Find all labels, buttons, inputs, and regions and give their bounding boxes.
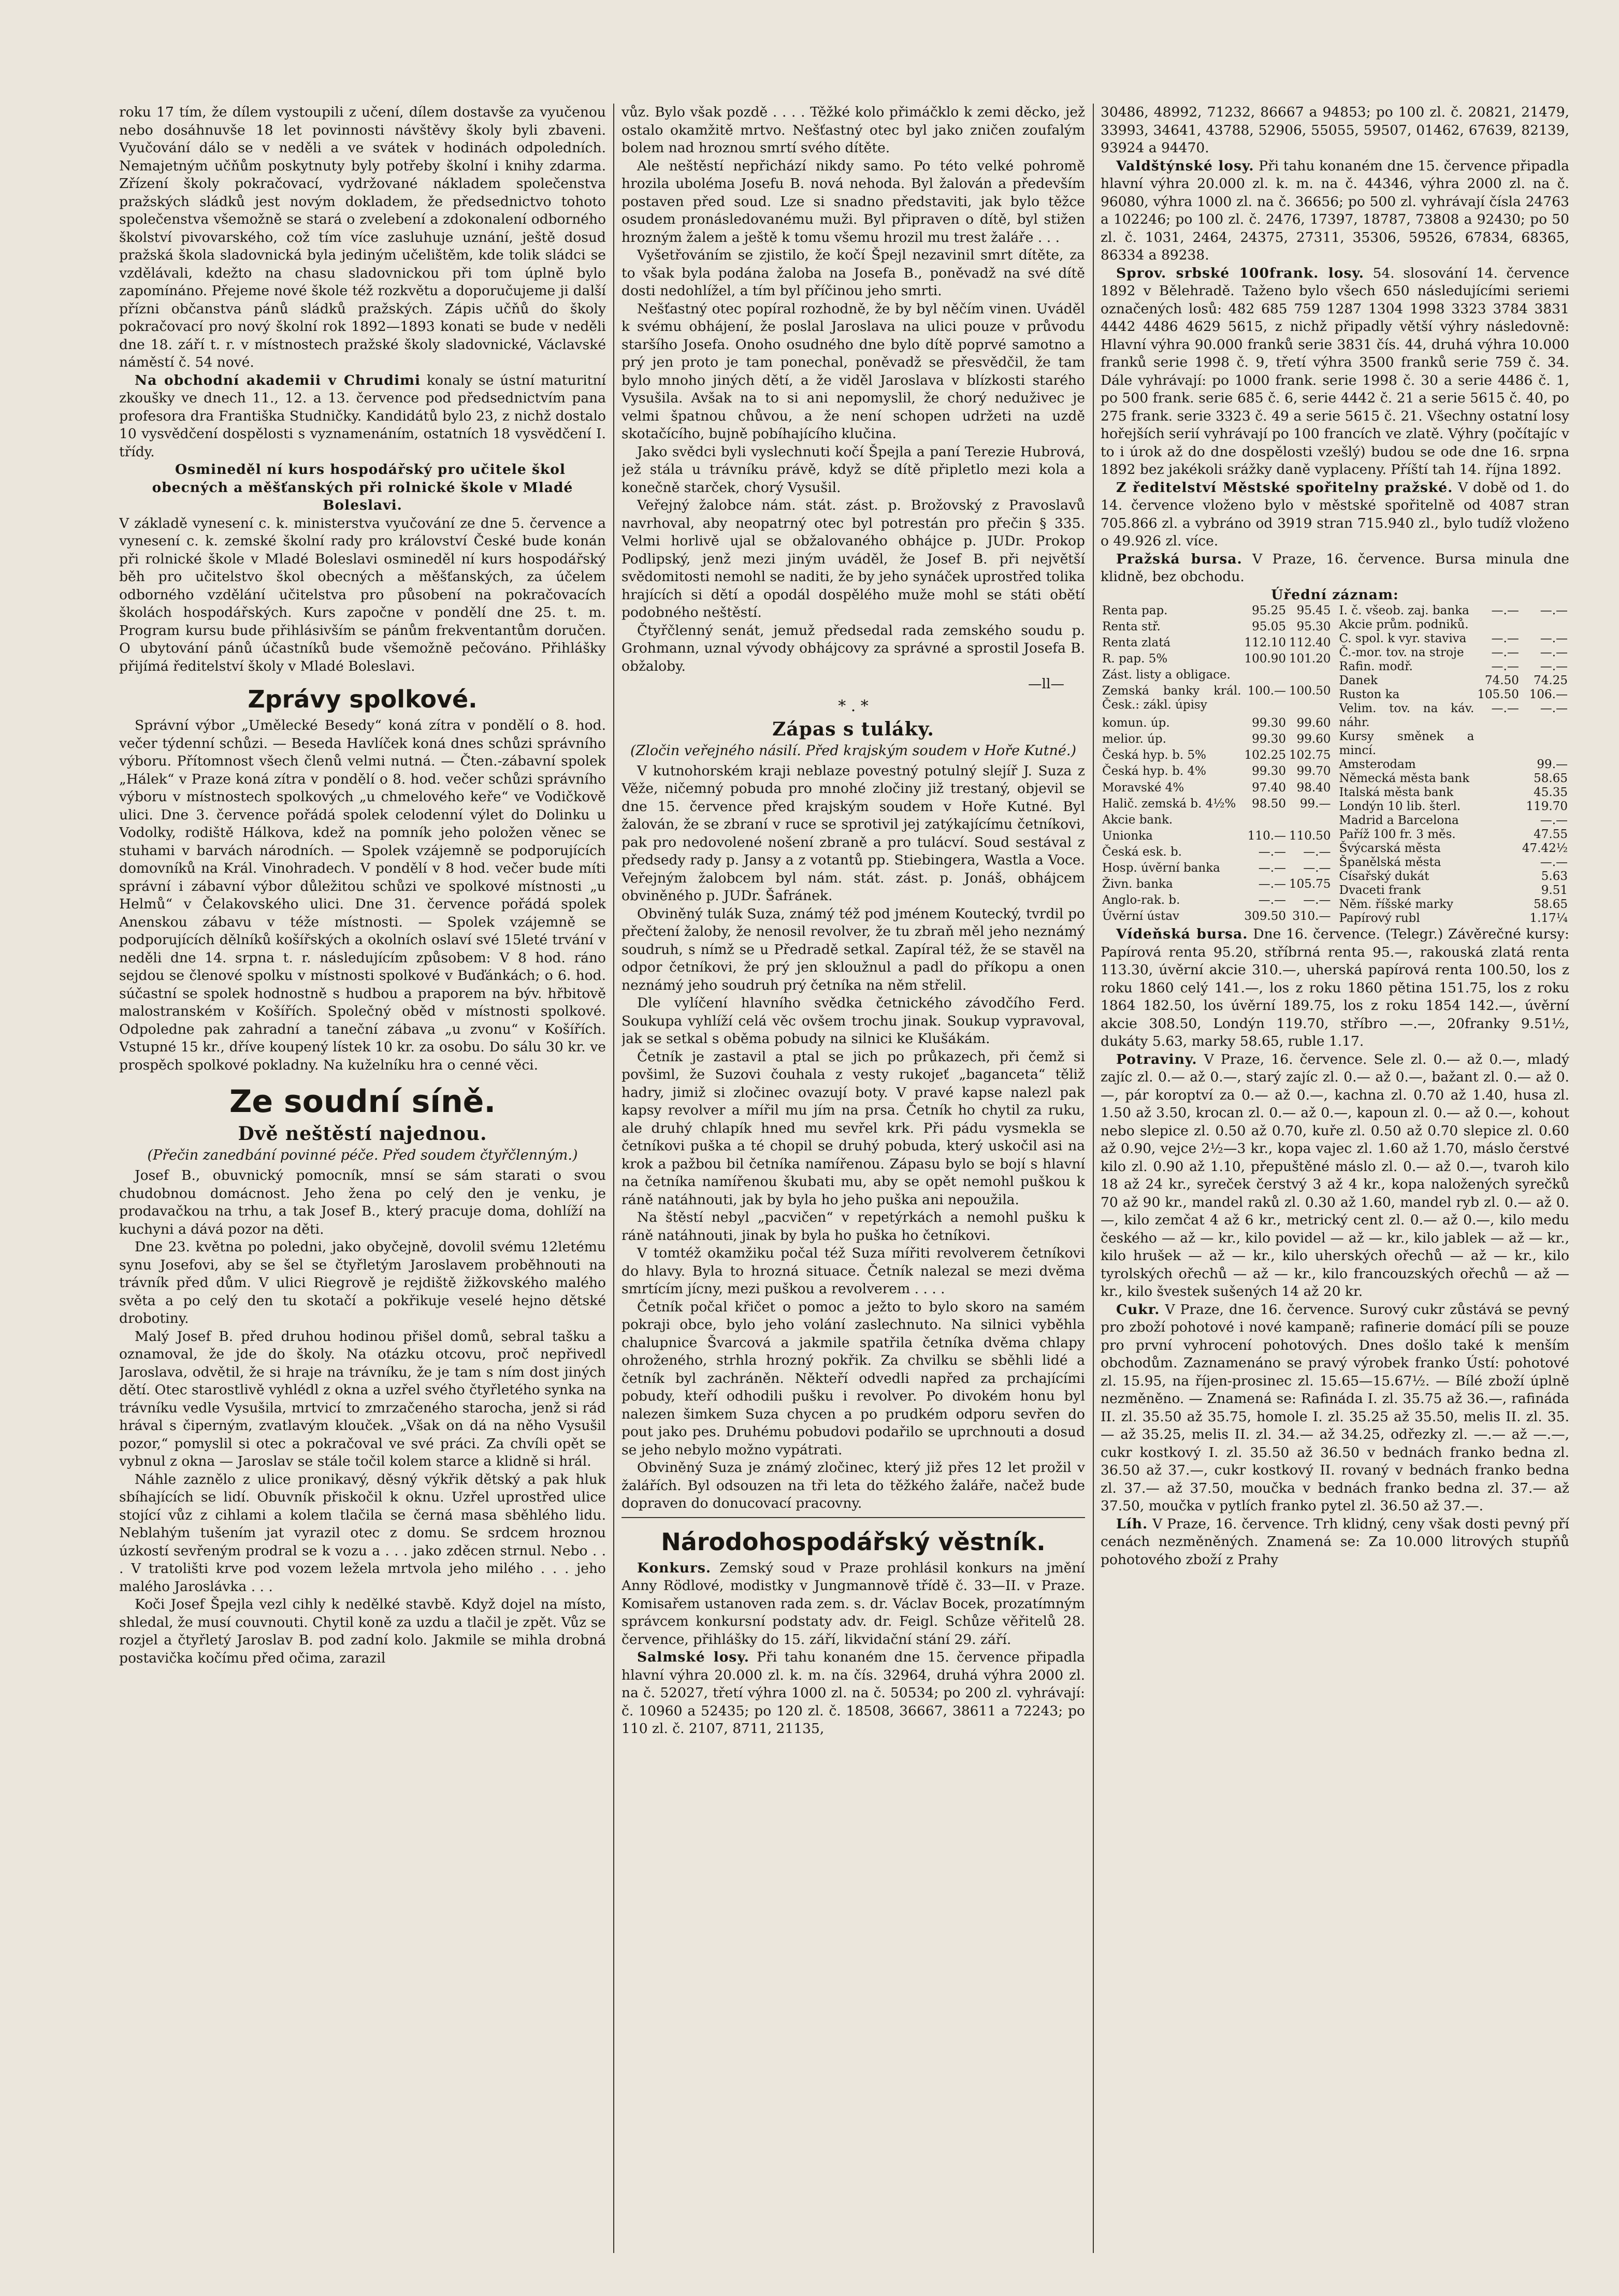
bourse-row: [1338, 674, 1570, 688]
bourse-value: 95.05: [1252, 620, 1286, 634]
bourse-item-name: Německá města bank: [1339, 772, 1470, 785]
section-title-soud: Ze soudní síně.: [229, 1084, 496, 1120]
bourse-item-name: Unionka: [1102, 829, 1153, 843]
bourse-item-name: Rafin. modř.: [1339, 660, 1413, 673]
article-subheadline: (Zločin veřejného násilí. Před krajským soudem v Hoře Kutné.): [630, 742, 1077, 759]
article-text: Dle vylíčení hlavního svědka četnického závodčího Ferd. Soukupa vyhlíží celá věc ovšem trochu jinak. Soukup vypravoval, jak se setkal s oběma pobudy na silnici ke Klušákám.: [621, 995, 1085, 1047]
bourse-value: 309.50: [1244, 909, 1286, 923]
bourse-row: [1101, 861, 1333, 877]
bourse-value: 45.35: [1534, 786, 1568, 799]
article-text: Náhle zaznělo z ulice pronikavý, děsný výkřik dětský a pak hluk sbíhajících se lidí. Obuvník přiskočil k oknu. Uzřel uprostřed ulice stojící vůz z cihlami a kolem tlačila se černá masa sběhlého lidu. Neblahým tušením jat vyrazil otec z domu. Se srdcem hroznou úzkostí sevřeným prodral se k vozu a . . . jako zděcen strnul. Nebo . . . V tratolišti krve pod vozem ležela mrtvola jeho milého . . . jeho malého Jaroslávka . . .: [119, 1471, 606, 1595]
bourse-value: [1476, 730, 1520, 758]
bourse-row: [1101, 636, 1333, 652]
bourse-value: 105.50: [1477, 688, 1519, 701]
bourse-item-name: Hosp. úvěrní banka: [1102, 861, 1220, 875]
section-divider: [621, 1517, 1085, 1518]
item-body: Zemský soud v Praze prohlásil konkurs na jmění Anny Rödlové, modistky v Jungmannově třídě č. 33—II. v Praze. Komisařem ustanoven rada zem. s. dr. Václav Bocek, prozatímným správcem konkursní podstaty adv. dr. Feigl. Schůze věřitelů 28. července, přihlášky do 15. září, likvidační stání 29. září.: [621, 1559, 1085, 1648]
bourse-row: [1338, 688, 1570, 702]
bourse-item-name: Císařský dukát: [1339, 870, 1429, 883]
bourse-value: 74.25: [1534, 674, 1568, 687]
item-lead: Na obchodní akademii v Chrudimi: [135, 372, 421, 388]
bourse-value: [1476, 884, 1520, 898]
article-text: V kutnohorském kraji neblaze povestný potulný slejíř J. Suza z Věže, ničemný pobuda pro mnohé zločiny již trestaný, objevil se dne 15. července před krajským soudem v Hoře Kutné. Byl žalován, že se zbraní v ruce se sprotivil jej zatýkajícímu četníkovi, pak pro nedovolené nošení zbraně a pro tulácví. Soud sestával z předsedy rady p. Jansy a z votantů pp. Stiebingera, Wastla a Voce. Veřejným žalobcem byl nám. stát. zást. p. Jonáš, obhájcem obviněného p. JUDr. Šafránek.: [621, 762, 1085, 904]
bourse-value: 99.30: [1252, 716, 1286, 730]
news-item: [1101, 1301, 1569, 1515]
bourse-row: [1338, 786, 1570, 800]
column-3: [1101, 104, 1569, 2253]
bourse-item-name: Kursy směnek a mincí.: [1339, 730, 1475, 757]
bourse-value: 99.70: [1296, 764, 1331, 778]
article-text: Obviněný tulák Suza, známý též pod jménem Koutecký, tvrdil po přečtení žaloby, že nenosil revolver, že tu zbraň měl jeho neznámý soudruh, s nímž se u Předradě setkal. Zapíral též, že se stavěl na odpor četníkovi, že prý jen skloužnul a padl do příkopu a onen neznámý jeho soudruh prý četníka na něm střelil.: [621, 905, 1085, 993]
bourse-row: [1101, 764, 1333, 781]
bourse-value: —.—: [1540, 646, 1568, 659]
column-rule: [1093, 104, 1094, 2253]
bourse-value: —.—: [1491, 646, 1519, 659]
bourse-value: —.—: [1491, 660, 1519, 673]
bourse-value: [1476, 870, 1520, 884]
bourse-row: [1101, 732, 1333, 748]
bourse-row: [1338, 604, 1570, 618]
item-lead: Líh.: [1116, 1515, 1148, 1532]
bourse-value: 74.50: [1485, 674, 1519, 687]
bourse-row: [1338, 884, 1570, 898]
bourse-row: [1101, 748, 1333, 764]
news-item: [1101, 479, 1569, 551]
item-body: konaly se ústní maturitní zkoušky ve dnech 11., 12. a 13. července pod předsednictvím pana profesora dra Františka Studničky. Kandidátů bylo 23, z nichž dostalo 10 vysvědčení dospělosti s vyznamenáním, ostatních 18 vysvědčení I. třídy.: [119, 372, 606, 460]
bourse-table-title: Úřední záznam:: [1271, 586, 1399, 603]
bourse-item-name: Madrid a Barcelona: [1339, 814, 1459, 827]
bourse-value: 310.—: [1292, 909, 1331, 923]
bourse-value: —.—: [1258, 877, 1286, 891]
bourse-item-name: Zemská banky král. Česk.: zákl. úpisy: [1102, 684, 1241, 712]
bourse-value: [1243, 668, 1288, 684]
bourse-table-left: [1101, 604, 1333, 926]
article-subheadline: (Přečin zanedbání povinné péče. Před soudem čtyřčlenným.): [147, 1147, 578, 1163]
bourse-value: —.—: [1540, 702, 1568, 715]
bourse-value: —.—: [1258, 845, 1286, 859]
item-body: Při tahu konaném dne 15. července připadla hlavní výhra 20.000 zl. k. m. na č. 44346, výhra 2000 zl. na č. 96080, výhra 1000 zl. na č. 36656; po 500 zl. vyhrávají čísla 24763 a 102246; po 100 zl. č. 2476, 17397, 18787, 73808 a 92430; po 50 zl. č. 1031, 2464, 24375, 27311, 35306, 59526, 67834, 68365, 86334 a 89238.: [1101, 157, 1569, 263]
bourse-value: 95.30: [1296, 620, 1331, 634]
item-lead: Pražská bursa.: [1116, 551, 1242, 567]
bourse-value: [1476, 828, 1520, 842]
bourse-value: 110.50: [1289, 829, 1331, 843]
bourse-item-name: Česká hyp. b. 4%: [1102, 764, 1206, 778]
bourse-item-name: melior. úp.: [1102, 732, 1166, 746]
bourse-item-name: Česká esk. b.: [1102, 845, 1182, 859]
article-text: Čtyřčlenný senát, jemuž předsedal rada zemského soudu p. Grohmann, uznal vývody obhájcovy za správné a sprostil Josefa B. obžaloby.: [621, 622, 1085, 674]
bourse-row: [1101, 797, 1333, 813]
bourse-value: [1476, 814, 1520, 828]
bourse-row: [1338, 814, 1570, 828]
article-headline: Dvě neštěstí najednou.: [238, 1123, 487, 1145]
column-1: [119, 104, 606, 2253]
column-rule: [613, 104, 614, 2253]
bourse-value: —.—: [1258, 861, 1286, 875]
bourse-value: 99.30: [1252, 764, 1286, 778]
article-text: Četník je zastavil a ptal se jich po průkazech, při čemž si povšiml, že Suzovi čouhala z vesty rukojeť „baganceta“ těliž hadry, jimiž si zločinec ovazují boty. V pravé kapse nalezl pak kapsy revolver a mířil mu jím na prsa. Četník ho chytil za ruku, ale druhý chlapík hned mu sevřel krk. Při pádu vysmekla se četníkovi puška a té chopil se druhý pobuda, který uskočil asi na krok a pažbou bil četníka namířenou. Zápasu bylo se bojí s hlavní na četníka namířenou škubati mu, aby se opět nemohl puškou k ráně natáhnouti, jak by byla ho jeho puška ani nepoužila.: [621, 1048, 1085, 1208]
bourse-row: [1338, 758, 1570, 772]
item-lead: Z ředitelství Městské spořitelny pražské.: [1116, 479, 1453, 496]
article-text: Správní výbor „Umělecké Besedy“ koná zítra v pondělí o 8. hod. večer týdenní schůzi. — Beseda Havlíček koná dnes schůzi správního výboru. Přítomnost všech členů velmi nutná. — Čten.-zábavní spolek „Hálek“ v Praze koná zítra v pondělí o 8. hod. večer schůzi správního výboru v místnostech spolkových „u chmelového keře“ ve Vodičkově ulici. Dne 3. července pořádá spolek celodenní výlet do Dolinku u Vodolky, rodiště Hálkova, kdež na pomník jeho položen věnec se stuhami v barvách národních. — Spolek vzájemně se podporujících domovníků na Král. Vinohradech. V pondělí v 8 hod. večer bude míti správní i zábavní výbor důležitou schůzi ve spolkové místnosti „u Helmů“ v Čelakovského ulici. Dne 31. července pořádá spolek Anenskou zábavu v téže místnosti. — Spolek vzájemně se podporujících dělníků košířských a okolních oslaví své 15leté trvání v neděli dne 14. srpna t. r. následujícím způsobem: V 8 hod. ráno sejdou se členové spolku v místnosti spolkové v Buďánkách; o 6. hod. súčastní se spolek hodnostně s hudbou a praporem na býv. hřbitově malostranském v Košířích. Společný oběd v místnosti spolkové. Odpoledne pak zahradní a taneční zábava „u zvonu“ v Košířích. Vstupné 15 kr., dříve koupený lístek 10 kr. za osobu. Do sálu 30 kr. ve prospěch spolkové pokladny. Na kuželníku hra o cenné věci.: [119, 717, 606, 1073]
bourse-row: [1338, 618, 1570, 632]
bourse-item-name: Anglo-rak. b.: [1102, 893, 1180, 907]
article-text: Ale neštěstí nepřichází nikdy samo. Po této velké pohromě hrozila uboléma Josefu B. nová nehoda. Byl žalován a především postaven před soud. Lze si snadno představiti, jak bylo těžce osudem pronásledovanému muži. Byl připraven o dítě, byl stižen hrozným žalem a ještě k tomu všemu hrozil mu trest žaláře . . .: [621, 157, 1085, 246]
item-lead: Vídeňská bursa.: [1116, 926, 1248, 942]
article-text: Dne 23. května po poledni, jako obyčejně, dovolil svému 12letému synu Josefovi, aby se šel se čtyřletým Jaroslavem proběhnouti na trávník před dům. V ulici Riegrově je rejdiště žižkovského malého světa a po celý den tu skotačí a pokřikuje veselé hejno dětské drobotiny.: [119, 1239, 606, 1326]
article-text: Malý Josef B. před druhou hodinou přišel domů, sebral tašku a oznamoval, že jde do školy. Na otázku otcovu, proč nepřivedl Jaroslava, odvětil, že si hraje na trávníku, že je tam s ním dost jiných dětí. Otec starostlivě vyhlédl z okna a uzřel svého čtyřletého synka na trávníku vedle Vysušila, mrtvicí to zmrzačeného starocha, jenž si rád hrával s čiperným, zvatlavým klouček. „Však on dá na něho Vysušil pozor,“ pomyslil si otec a pokračoval ve své práci. Za chvíli opět se vybnul z okna — Jaroslav se stále točil kolem starce a klidně si hrál.: [119, 1328, 606, 1469]
bourse-item-name: Něm. říšské marky: [1339, 898, 1453, 911]
bourse-value: 47.42½: [1522, 842, 1568, 855]
bourse-row: [1101, 684, 1333, 716]
news-item: [1101, 926, 1569, 1051]
bourse-value: [1476, 758, 1520, 772]
bourse-value: —.—: [1303, 861, 1331, 875]
item-headline: Osmineděl ní kurs hospodářský pro učitele škol obecných a měšťanských při rolnické škole v Mladé Boleslavi.: [152, 461, 573, 513]
article-text: Obviněný Suza je známý zločinec, který již přes 12 let prožil v žalářích. Byl odsouzen na tři leta do těžkého žaláře, načež bude dopraven do donucovací pracovny.: [621, 1460, 1085, 1511]
item-lead: Cukr.: [1116, 1301, 1160, 1318]
bourse-item-name: R. pap. 5%: [1102, 652, 1168, 666]
bourse-row: [1101, 893, 1333, 909]
bourse-row: [1101, 781, 1333, 797]
bourse-value: [1476, 618, 1520, 632]
news-item: [119, 372, 606, 461]
article-text: V tomtéž okamžiku počal též Suza mířiti revolverem četníkovi do hlavy. Byla to hrozná situace. Četník nalezal se mezi dvěma smrtícím jícny, mezi puškou a revolverem . . . .: [621, 1245, 1085, 1297]
bourse-table-right: [1338, 604, 1570, 926]
bourse-item-name: Česká hyp. b. 5%: [1102, 748, 1206, 762]
bourse-value: [1243, 813, 1288, 829]
bourse-item-name: Akcie prům. podniků.: [1339, 618, 1469, 631]
bourse-value: [1476, 898, 1520, 912]
item-lead: Salmské losy.: [637, 1649, 749, 1665]
news-item: [1101, 1515, 1569, 1569]
bourse-row: [1101, 845, 1333, 861]
section-title-narodohospodarsky: Národohospodářský věstník.: [661, 1527, 1046, 1556]
bourse-value: 100.50: [1289, 684, 1331, 698]
item-body: V Praze, dne 16. července. Surový cukr zůstává se pevný pro zboží pohotové i nové kampaně; rafinerie domácí píli se pouze pro první vyhrocení pohotových. Dnes došlo také k menším obchodům. Zaznamenáno se pravý výrobek franko Ústí: pohotové zl. 15.95, na říjen-prosinec zl. 15.65—15.67½. — Bílé zboží úplně nezměněno. — Znamená se: Rafináda I. zl. 35.75 až 36.—, rafináda II. zl. 35.50 až 35.75, homole I. zl. 35.25 až 35.50, melis II. zl. 35.— až 35.25, melis II. zl. 34.— až 34.25, odřezky zl. —.— až —.—, cukr kostkový I. zl. 35.50 až 36.50 v bednách franko bedna zl. 36.50 až 37.—, cukr kostkový II. rovaný v bednách franko bedna zl. 37.— až 37.50, moučka v bednách franko bedna zl. 37.— až 37.50, moučka v pytlích franko pytel zl. 36.50 až 37.—.: [1101, 1301, 1569, 1514]
article-text: roku 17 tím, že dílem vystoupili z učení, dílem dostavše za vyučenou nebo dosáhnuvše 18 let povinnosti návštěvy školy byli zbaveni. Vyučování dálo se v neděli a ve svátek v hodinách odpoledních. Nemajetným učňům poskytnuty byly potřeby školní i knihy zdarma. Zřízení školy pokračovací, vydržované nákladem společenstva pražských sládků jest novým dokladem, že předsednictvo tohoto společenstva všemožně se stará o zvelebení a zdokonalení odborného školství pivovarského, což tím více zasluhuje uznání, ještě dosud pražská škola sladovnická byla jediným učelištěm, kde tolik sládci se vzdělávali, kdežto na chasu sladovnickou při tom úplně bylo zapomínáno. Přejeme nové škole též rozkvětu a doporučujeme ji další přízni občanstva pánů sládků pražských. Zápis učňů do školy pokračovací pro nový školní rok 1892—1893 konati se bude v neděli dne 18. září t. r. v místnostech pražské školy sladovnické, Václavské náměstí č. 54 nové.: [119, 104, 606, 370]
bourse-item-name: Halič. zemská b. 4½%: [1102, 797, 1236, 811]
item-lead: Konkurs.: [637, 1559, 712, 1576]
bourse-value: [1521, 618, 1569, 632]
bourse-value: 99.60: [1296, 732, 1331, 746]
item-body: 54. slosování 14. července 1892 v Bělehradě. Taženo bylo všech 650 následujícími seriemi označených losů: 482 685 759 1287 1304 1998 3323 3784 3831 4442 4486 4629 5615, z nichž připadly větší výhry následovně: Hlavní výhra 90.000 franků serie 3831 čís. 44, druhá výhra 10.000 franků serie 1998 č. 9, třetí výhra 3500 franků serie 759 č. 34. Dále vyhrávají: po 1000 frank. serie 1998 č. 30 a serie 4486 č. 1, po 500 frank. serie 685 č. 6, serie 4442 č. 21 a serie 5615 č. 40, po 275 frank. serie 3323 č. 49 a serie 5615 č. 21. Všechny ostatní losy hořejších serií vyhrávají po 100 francích ve zlatě. Výhry (počítajíc v to i úrok až do dne dospělosti vzešlý) budou se ode dne 16. srpna 1892 bez jakékoli srážky daně vyplaceny. Příští tah 14. října 1892.: [1101, 265, 1569, 478]
bourse-value: 95.45: [1296, 604, 1331, 617]
news-item: [1101, 551, 1569, 586]
bourse-item-name: komun. úp.: [1102, 716, 1170, 730]
author-signature: —ll—: [1028, 676, 1064, 692]
bourse-value: 102.75: [1289, 748, 1331, 762]
bourse-value: [1476, 800, 1520, 814]
item-body: V Praze, 16. července. Sele zl. 0.— až 0.—, mladý zajíc zl. 0.— až 0.—, starý zajíc zl. 0.— až 0.—, bažant zl. 0.— až 0.—, pár koroptví za 0.— až 0.—, kachna zl. 0.70 až 1.40, husa zl. 1.50 až 3.50, krocan zl. 0.— až 0.—, kapoun zl. 0.— až 0.—, kohout nebo slepice zl. 0.50 až 0.70, kuře zl. 0.50 až 0.70 slepice zl. 0.60 až 0.90, vejce 2½—3 kr., kopa vajec zl. 1.60 až 1.70, máslo čerstvé kilo zl. 0.90 až 1.10, přepuštěné máslo zl. 0.— až 0.—, tvaroh kilo 18 až 24 kr., syreček čerstvý 3 až 4 kr., kopa naložených syrečků 70 až 90 kr., mandel raků zl. 0.30 až 1.60, mandel ryb zl. 0.— až 0.—, kilo zemčat 4 až 6 kr., metrický cent zl. 0.— až 0.—, kilo medu českého — až — kr., kilo povidel — až — kr., kilo jablek — až — kr., kilo hrušek — až — kr., kilo uherských ořechů — až — kr., kilo tyrolských ořechů — až — kr., kilo francouzských ořechů — až — kr., kilo švestek sušených 14 až 20 kr.: [1101, 1051, 1569, 1299]
bourse-row: [1101, 604, 1333, 620]
article-text: Nešťastný otec popíral rozhodně, že by byl něčím vinen. Uváděl k svému obhájení, že poslal Jaroslava na ulici pouze v průvodu staršího Josefa. Onoho osudného dne bylo dítě poprvé samotno a prý jen proto je tam ponechal, poněvadž se přesvědčil, že tam bylo mnoho jiných dětí, a že viděl Jaroslava v blízkosti starého Vysušila. Avšak na to si ani nepomyslil, že chorý neduživec je velmi špatnou chůvou, a že není schopen udržeti na uzdě skotačícího, bujně pobíhajícího klučina.: [621, 300, 1085, 442]
article-text: Veřejný žalobce nám. stát. zást. p. Brožovský z Pravoslavů navrhoval, aby neopatrný otec byl potrestán pro přečin § 335. Velmi horlivě ujal se obžalovaného obhájce p. JUDr. Prokop Podlipský, jenž mezi jiným uváděl, že Josef B. při největší svědomitosti nemohl se naditi, že by jeho synáček uprostřed tolika hrajících si dětí a opodál dospělého muže mohl se státi obětí podobného neštěstí.: [621, 497, 1085, 620]
item-lead: Valdštýnské losy.: [1116, 157, 1254, 174]
bourse-value: 99.—: [1299, 797, 1331, 811]
bourse-value: 99.60: [1296, 716, 1331, 730]
bourse-value: —.—: [1303, 845, 1331, 859]
bourse-value: 5.63: [1541, 870, 1568, 883]
bourse-value: 101.20: [1289, 652, 1331, 666]
bourse-value: 97.40: [1252, 781, 1286, 795]
bourse-value: —.—: [1540, 632, 1568, 645]
article-text: Vyšetřováním se zjistilo, že kočí Špejl nezavinil smrt dítěte, za to však byla podána žaloba na Josefa B., poněvadž na své dítě dosti nedohlížel, a tím byl příčinou jeho smrti.: [621, 247, 1085, 299]
bourse-value: [1476, 842, 1520, 856]
news-item: [1101, 157, 1569, 265]
bourse-value: [1288, 668, 1332, 684]
article-text: Jako svědci byli vyslechnuti kočí Špejla a paní Terezie Hubrová, jež stála u trávníku právě, když se dítě připletlo mezi kola a konečně starček, chorý Vysušil.: [621, 443, 1085, 496]
bourse-item-name: Akcie bank.: [1102, 813, 1173, 827]
bourse-value: 98.50: [1252, 797, 1286, 811]
item-body: Dne 16. července. (Telegr.) Závěrečné kursy: Papírová renta 95.20, stříbrná renta 95.—, rakouská zlatá renta 113.30, úvěrní akcie 310.—, uherská papírová renta 100.50, los z roku 1860 celý 141.—, los z roku 1860 pětina 151.75, los z roku 1864 182.50, los úvěrní 189.75, los z roku 1854 142.—, úvěrní akcie 308.50, Londýn 119.70, stříbro —.—, 20franky 9.51½, dukáty 5.63, marky 58.65, ruble 1.17.: [1101, 926, 1569, 1049]
bourse-row: [1101, 877, 1333, 893]
bourse-row: [1338, 800, 1570, 814]
bourse-value: [1521, 730, 1569, 758]
article-text: Na štěstí nebyl „pacvičen“ v repetýrkách a nemohl pušku k ráně natáhnouti, jinak by byla ho puška ho četníkovi.: [621, 1209, 1085, 1244]
bourse-item-name: Renta pap.: [1102, 604, 1168, 617]
news-item: [1101, 1051, 1569, 1301]
news-item: [1101, 265, 1569, 479]
bourse-value: —.—: [1540, 856, 1568, 869]
bourse-value: —.—: [1491, 702, 1519, 715]
bourse-row: [1338, 842, 1570, 856]
bourse-row: [1338, 660, 1570, 674]
item-body: Při tahu konaném dne 15. července připadla hlavní výhra 20.000 zl. k. m. na čís. 32964, druhá výhra 2000 zl. na č. 52027, třetí výhra 1000 zl. na č. 50534; po 200 zl. vyhrávají: č. 10960 a 52435; po 120 zl. č. 18508, 36667, 38611 a 72243; po 110 zl. č. 2107, 8711, 21135,: [621, 1649, 1085, 1737]
bourse-item-name: Dvaceti frank: [1339, 884, 1421, 897]
section-ornament: * . *: [838, 697, 869, 715]
bourse-row: [1338, 912, 1570, 926]
bourse-value: —.—: [1540, 604, 1568, 617]
item-lead: Sprov. srbské 100frank. losy.: [1116, 265, 1364, 281]
bourse-value: 98.40: [1296, 781, 1331, 795]
bourse-value: [1476, 786, 1520, 800]
bourse-value: —.—: [1540, 660, 1568, 673]
item-body: V době od 1. do 14. července vloženo bylo v městské spořitelně od 4087 stran 705.866 zl. a vybráno od 3919 stran 715.940 zl., bylo tudíž vloženo o 49.926 zl. více.: [1101, 479, 1569, 549]
bourse-row: [1101, 716, 1333, 732]
item-lead: Potraviny.: [1116, 1051, 1197, 1067]
bourse-value: 9.51: [1541, 884, 1568, 897]
bourse-row: [1338, 702, 1570, 730]
bourse-item-name: Moravské 4%: [1102, 781, 1184, 795]
bourse-value: 95.25: [1252, 604, 1286, 617]
bourse-value: —.—: [1303, 893, 1331, 907]
bourse-item-name: Londýn 10 lib. šterl.: [1339, 800, 1461, 813]
bourse-value: 105.75: [1289, 877, 1331, 891]
bourse-value: 100.90: [1244, 652, 1286, 666]
bourse-row: [1338, 730, 1570, 758]
bourse-item-name: Italská města bank: [1339, 786, 1454, 799]
news-item: [621, 1559, 1085, 1649]
bourse-row: [1338, 898, 1570, 912]
newspaper-page: [119, 104, 1569, 2253]
bourse-value: 99.30: [1252, 732, 1286, 746]
bourse-row: [1338, 856, 1570, 870]
article-text: Koči Josef Špejla vezl cihly k nedělké stavbě. Když dojel na místo, shledal, že musí couvnouti. Chytil koně za uzdu a tlačil je zpět. Vůz se rozjel a čtyřletý Jaroslav B. pod zadní kolo. Jakmile se mihla drobná postavička kočímu před očima, zarazil: [119, 1596, 606, 1666]
bourse-value: —.—: [1258, 893, 1286, 907]
bourse-tables: [1101, 604, 1569, 926]
bourse-row: [1338, 828, 1570, 842]
bourse-item-name: Ruston ka: [1339, 688, 1400, 701]
article-text: vůz. Bylo však pozdě . . . . Těžké kolo přimáčklo k zemi děcko, jež ostalo okamžitě mrtvo. Nešťastný otec byl jako zničen zoufalým bolem nad hroznou smrtí svého dítěte.: [621, 104, 1085, 156]
bourse-row: [1101, 829, 1333, 845]
bourse-value: 112.40: [1289, 636, 1331, 650]
bourse-value: 58.65: [1534, 898, 1568, 911]
bourse-value: 99.—: [1537, 758, 1568, 771]
bourse-value: 58.65: [1534, 772, 1568, 785]
section-title-spolky: Zprávy spolkové.: [248, 685, 478, 713]
bourse-value: 102.25: [1244, 748, 1286, 762]
item-body: V Praze, 16. července. Bursa minula dne klidně, bez obchodu.: [1101, 551, 1569, 585]
bourse-value: 119.70: [1526, 800, 1568, 813]
bourse-item-name: Zást. listy a obligace.: [1102, 668, 1231, 682]
bourse-row: [1338, 632, 1570, 646]
bourse-item-name: Švýcarská města: [1339, 842, 1441, 855]
bourse-item-name: Renta stř.: [1102, 620, 1161, 634]
article-text: 30486, 48992, 71232, 86667 a 94853; po 100 zl. č. 20821, 21479, 33993, 34641, 43788, 52906, 55055, 59507, 01462, 67639, 82139, 93924 a 94470.: [1101, 104, 1569, 156]
bourse-value: [1476, 912, 1520, 926]
article-text: Četník počal křičet o pomoc a ježto to bylo skoro na samém pokraji obce, bylo jeho volání zaslechnuto. Na silnici vyběhla chalupnice Švarcová a jakmile spatřila četníka dvěma chlapy ohroženého, strhla hrozný pokřik. Za chvilku se sběhli lidé a četník byl zachráněn. Někteří odvedli napřed za prchajícími pobudy, kteří odhodili pušku i revolver. Po divokém honu byl nalezen šimkem Suza chycen a po prudkém odporu sevřen do pout jako pes. Druhému pobudovi podařilo se uprchnouti a dosud se jeho nebylo možno vypátrati.: [621, 1298, 1085, 1458]
bourse-row: [1338, 646, 1570, 660]
bourse-item-name: C. spol. k vyr. staviva: [1339, 632, 1467, 645]
news-item: [621, 1649, 1085, 1738]
bourse-row: [1338, 870, 1570, 884]
bourse-value: 100.—: [1247, 684, 1286, 698]
item-body: V Praze, 16. července. Trh klidný, ceny však dosti pevný pří cenách nezměněných. Znamená se: Za 10.000 litrových stupňů pohotového zboží z Prahy: [1101, 1515, 1569, 1568]
bourse-row: [1101, 652, 1333, 668]
bourse-item-name: Papírový rubl: [1339, 912, 1420, 925]
bourse-value: 112.10: [1244, 636, 1286, 650]
bourse-item-name: Živn. banka: [1102, 877, 1173, 891]
bourse-value: 1.17¼: [1529, 912, 1568, 925]
bourse-item-name: Paříž 100 fr. 3 měs.: [1339, 828, 1456, 841]
bourse-row: [1101, 620, 1333, 636]
bourse-value: 110.—: [1247, 829, 1286, 843]
bourse-item-name: Danek: [1339, 674, 1378, 687]
bourse-row: [1101, 909, 1333, 926]
bourse-value: —.—: [1491, 632, 1519, 645]
bourse-value: [1476, 856, 1520, 870]
bourse-value: —.—: [1491, 604, 1519, 617]
bourse-item-name: I. č. všeob. zaj. banka: [1339, 604, 1469, 617]
item-body: V základě vynesení c. k. ministerstva vyučování ze dne 5. července a vynesení c. k. zemské školní rady pro království České bude konán při rolnické škole v Mladé Boleslavi osmineděl ní kurs hospodářský běh pro učitelstvo škol obecných a měšťanských, za účelem odborného vzdělání učitelstva pro působení na pokračovacích školách hospodářských. Kurs započne v pondělí dne 25. t. m. Program kursu bude přihlásivším se pánům frekventantům doručen. O ubytování pánů účastníků bude všemožně pečováno. Přihlášky přijímá ředitelství školy v Mladé Boleslavi.: [119, 515, 606, 674]
column-2: [621, 104, 1085, 2253]
bourse-value: [1476, 772, 1520, 786]
bourse-row: [1101, 668, 1333, 684]
bourse-item-name: Úvěrní ústav: [1102, 909, 1180, 923]
bourse-row: [1338, 772, 1570, 786]
bourse-item-name: Velim. tov. na káv. náhr.: [1339, 702, 1475, 729]
bourse-value: 47.55: [1534, 828, 1568, 841]
bourse-value: [1288, 813, 1332, 829]
article-headline: Zápas s tuláky.: [772, 718, 934, 740]
bourse-item-name: Renta zlatá: [1102, 636, 1171, 650]
bourse-row: [1101, 813, 1333, 829]
bourse-item-name: Amsterodam: [1339, 758, 1416, 771]
bourse-value: —.—: [1540, 814, 1568, 827]
bourse-item-name: Španělská města: [1339, 856, 1441, 869]
bourse-item-name: Č.-mor. tov. na stroje: [1339, 646, 1464, 659]
article-text: Josef B., obuvnický pomocník, mnsí se sám starati o svou chudobnou domácnost. Jeho žena po celý den je venku, je prodavačkou na trhu, a tak Josef B., který pracuje doma, dohlíží na kuchyni a dává pozor na děti.: [119, 1167, 606, 1237]
bourse-value: 106.—: [1529, 688, 1568, 701]
